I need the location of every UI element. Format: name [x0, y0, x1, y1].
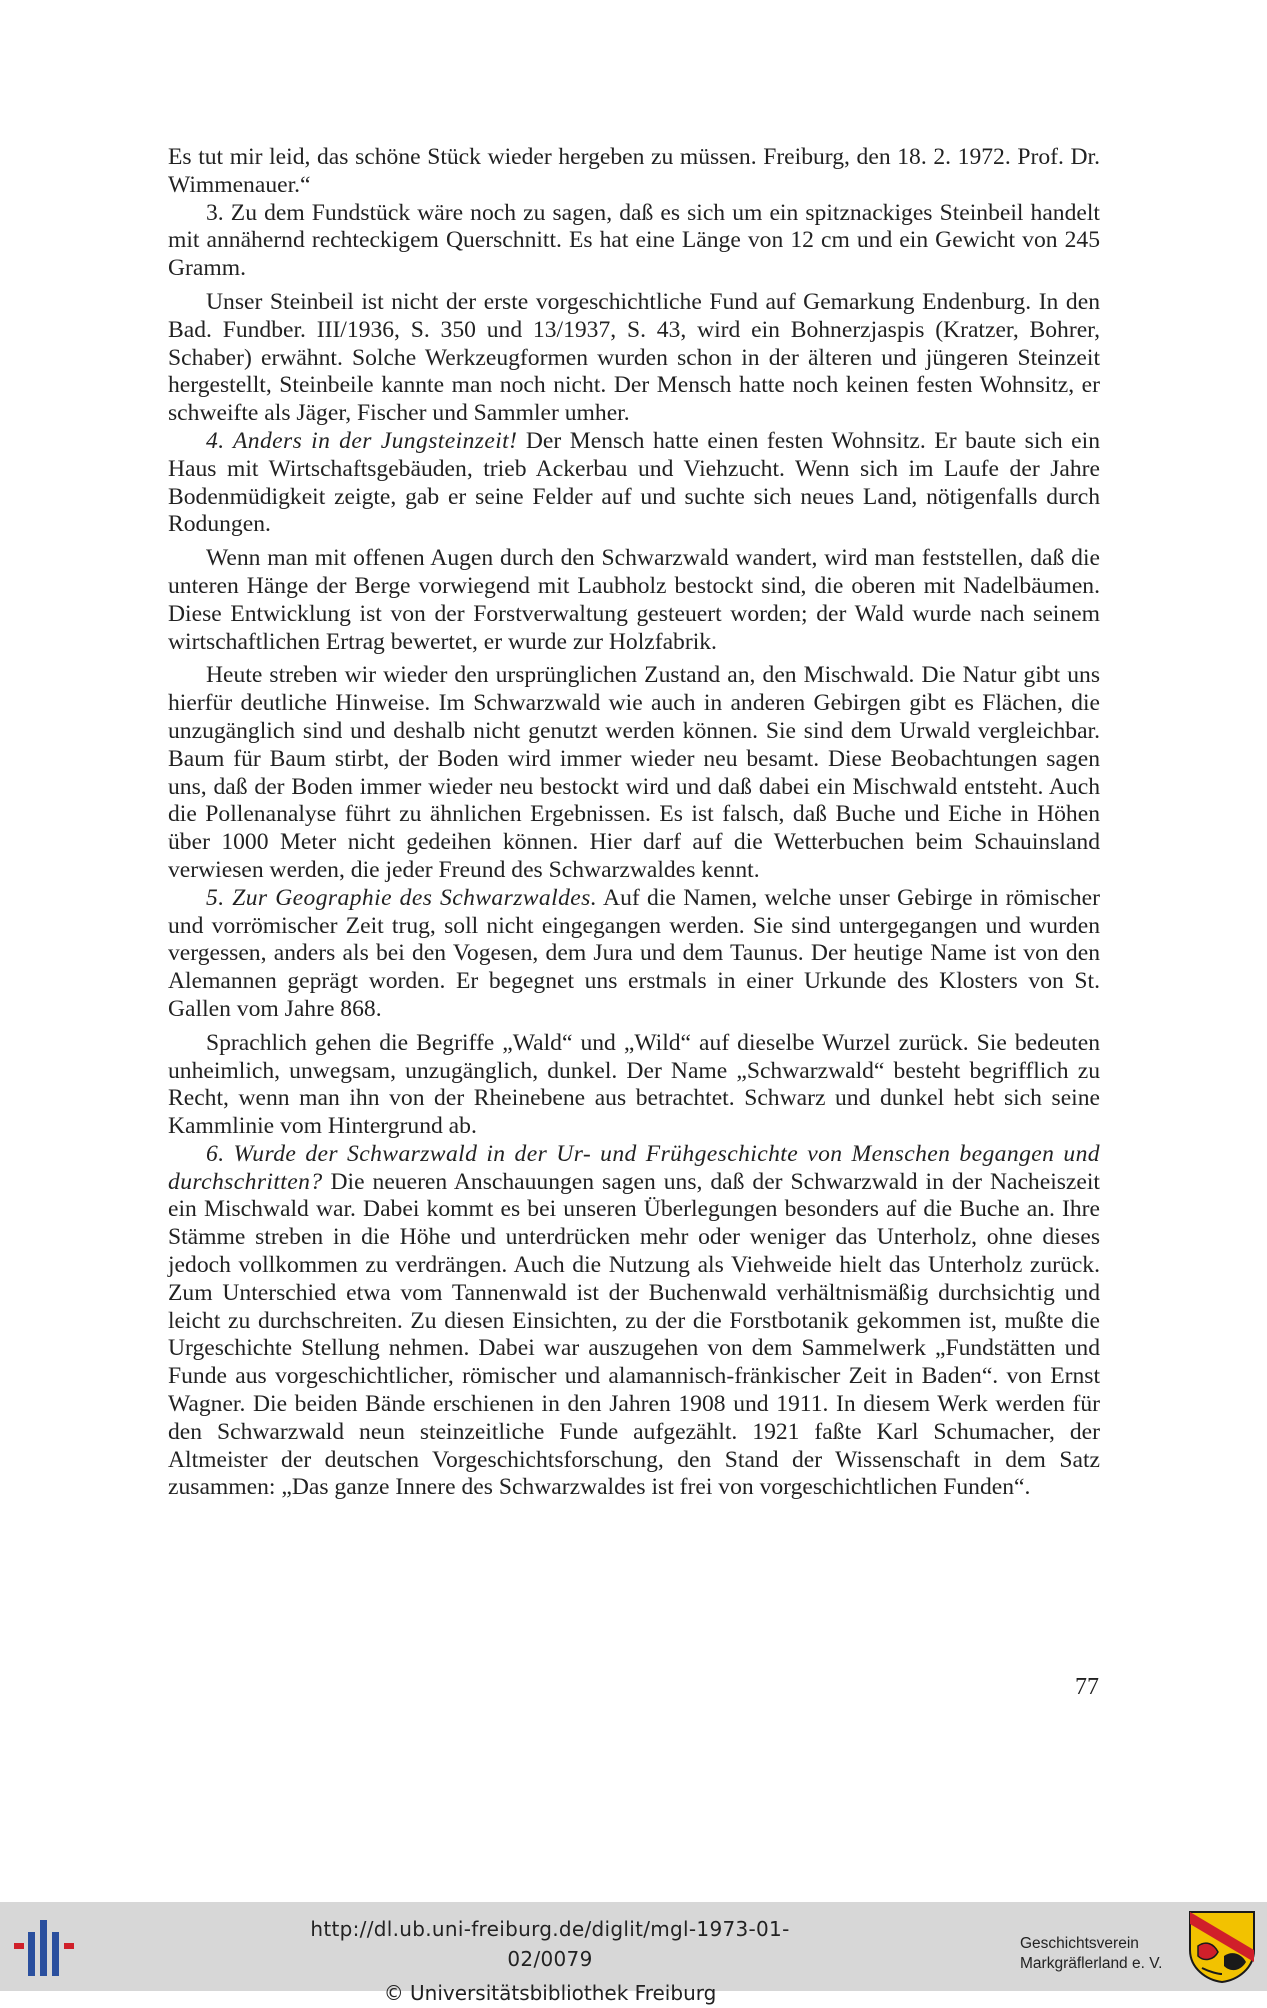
section-heading: 6. Wurde der Schwarzwald in der Ur- und Frühgeschichte von Menschen begangen und durchschritten?: [168, 1140, 1100, 1195]
copyright-notice: © Universitätsbibliothek Freiburg: [383, 1981, 717, 2005]
viewer-footer: [0, 1902, 1267, 2005]
section-heading: 4. Anders in der Jungsteinzeit!: [206, 427, 518, 454]
paragraph: [168, 289, 1100, 428]
paragraph-text: Sprachlich gehen die Begriffe „Wald“ und „Wild“ auf dieselbe Wurzel zurück. Sie bedeuten unheimlich, unwegsam, unzugänglich, dunkel. Der Name „Schwarzwald“ besteht begrifflich zu Recht, wenn man ihn von der Rheinebene aus betrachtet. Schwarz und dunkel hebt sich seine Kammlinie vom Hintergrund ab.: [168, 1029, 1100, 1140]
footer-citation: [270, 1914, 830, 2008]
paragraph: [168, 428, 1100, 539]
paragraph: [168, 885, 1100, 1024]
paragraph: [168, 144, 1100, 200]
society-line-1: Geschichtsverein: [1020, 1935, 1139, 1952]
society-name: [1020, 1934, 1192, 1974]
permalink-url[interactable]: http://dl.ub.uni-freiburg.de/diglit/mgl-1973-01-02/0079: [310, 1917, 790, 1971]
paragraph: [168, 545, 1100, 656]
paragraph-text: 3. Zu dem Fundstück wäre noch zu sagen, daß es sich um ein spitznackiges Steinbeil handelt mit annähernd rechteckigem Querschnitt. Es hat eine Länge von 12 cm und ein Gewicht von 245 Gramm.: [168, 199, 1100, 282]
paragraph-text: Unser Steinbeil ist nicht der erste vorgeschichtliche Fund auf Gemarkung Endenburg. In den Bad. Fundber. III/1936, S. 350 und 13/1937, S. 43, wird ein Bohnerzjaspis (Kratzer, Bohrer, Schaber) erwähnt. Solche Werkzeugformen wurden schon in der älteren und jüngeren Steinzeit hergestellt, Steinbeile kannte man noch nicht. Der Mensch hatte noch keinen festen Wohnsitz, er schweifte als Jäger, Fischer und Sammler umher.: [168, 288, 1100, 427]
coat-of-arms-icon: [1188, 1910, 1256, 1984]
paragraph-text: Es tut mir leid, das schöne Stück wieder hergeben zu müssen. Freiburg, den 18. 2. 1972. Prof. Dr. Wimmenauer.“: [168, 144, 1100, 198]
paragraph-text: Heute streben wir wieder den ursprünglichen Zustand an, den Mischwald. Die Natur gibt uns hierfür deutliche Hinweise. Im Schwarzwald wie auch in anderen Gebirgen gibt es Flächen, die unzugänglich sind und deshalb nicht genutzt werden können. Sie sind dem Urwald vergleichbar. Baum für Baum stirbt, der Boden wird immer wieder neu besamt. Diese Beobachtungen sagen uns, daß der Boden immer wieder neu bestockt wird und daß dabei ein Mischwald entsteht. Auch die Pollenanalyse führt zu ähnlichen Ergebnissen. Es ist falsch, daß Buche und Eiche in Höhen über 1000 Meter nicht gedeihen können. Hier darf auf die Wetterbuchen beim Schauinsland verwiesen werden, die jeder Freund des Schwarzwaldes kennt.: [168, 662, 1100, 883]
paragraph: [168, 662, 1100, 884]
ub-freiburg-logo-icon[interactable]: [14, 1916, 80, 1978]
page-number: 77: [1075, 1674, 1099, 1700]
paragraph: [168, 1030, 1100, 1141]
section-heading: 5. Zur Geographie des Schwarzwaldes.: [206, 884, 598, 911]
paragraph-text: Wenn man mit offenen Augen durch den Schwarzwald wandert, wird man feststellen, daß die unteren Hänge der Berge vorwiegend mit Laubholz bestockt sind, die oberen mit Nadelbäumen. Diese Entwicklung ist von der Forstverwaltung gesteuert worden; der Wald wurde nach seinem wirtschaftlichen Ertrag bewertet, er wurde zur Holzfabrik.: [168, 545, 1100, 655]
society-line-2: Markgräflerland e. V.: [1020, 1955, 1163, 1972]
paragraph-text: Die neueren Anschauungen sagen uns, daß der Schwarzwald in der Nacheiszeit ein Mischwald war. Dabei kommt es bei unseren Überlegungen besonders auf die Buche an. Ihre Stämme streben in die Höhe und unterdrücken mehr oder weniger das Unterholz, ohne dieses jedoch vollkommen zu verdrängen. Auch die Nutzung als Viehweide hielt das Unterholz zurück. Zum Unterschied etwa vom Tannenwald ist der Buchenwald verhältnismäßig durchsichtig und leicht zu durchschreiten. Zu diesen Einsichten, zu der die Forstbotanik gekommen ist, mußte die Urgeschichte Stellung nehmen. Dabei war auszugehen von dem Sammelwerk „Fundstätten und Funde aus vorgeschichtlicher, römischer und alamannisch-fränkischer Zeit in Baden“. von Ernst Wagner. Die beiden Bände erschienen in den Jahren 1908 und 1911. In diesem Werk werden für den Schwarzwald neun steinzeitliche Funde aufgezählt. 1921 faßte Karl Schumacher, der Altmeister der deutschen Vorgeschichtsforschung, den Stand der Wissenschaft in dem Satz zusammen: „Das ganze Innere des Schwarzwaldes ist frei von vorgeschichtlichen Funden“.: [168, 1168, 1100, 1501]
paragraph: [168, 1141, 1100, 1502]
paragraph-text: Auf die Namen, welche unser Gebirge in römischer und vorrömischer Zeit trug, soll nicht eingegangen werden. Sie sind untergegangen und wurden vergessen, anders als bei den Vogesen, dem Jura und dem Taunus. Der heutige Name ist von den Alemannen geprägt worden. Er begegnet uns erstmals in einer Urkunde des Klosters von St. Gallen vom Jahre 868.: [168, 884, 1100, 1022]
body-text: [168, 144, 1100, 1502]
paragraph: [168, 200, 1100, 283]
paragraph-text: Der Mensch hatte einen festen Wohnsitz. Er baute sich ein Haus mit Wirtschaftsgebäuden, trieb Ackerbau und Viehzucht. Wenn sich im Laufe der Jahre Bodenmüdigkeit zeigte, gab er seine Felder auf und suchte sich neues Land, nötigenfalls durch Rodungen.: [168, 427, 1100, 538]
